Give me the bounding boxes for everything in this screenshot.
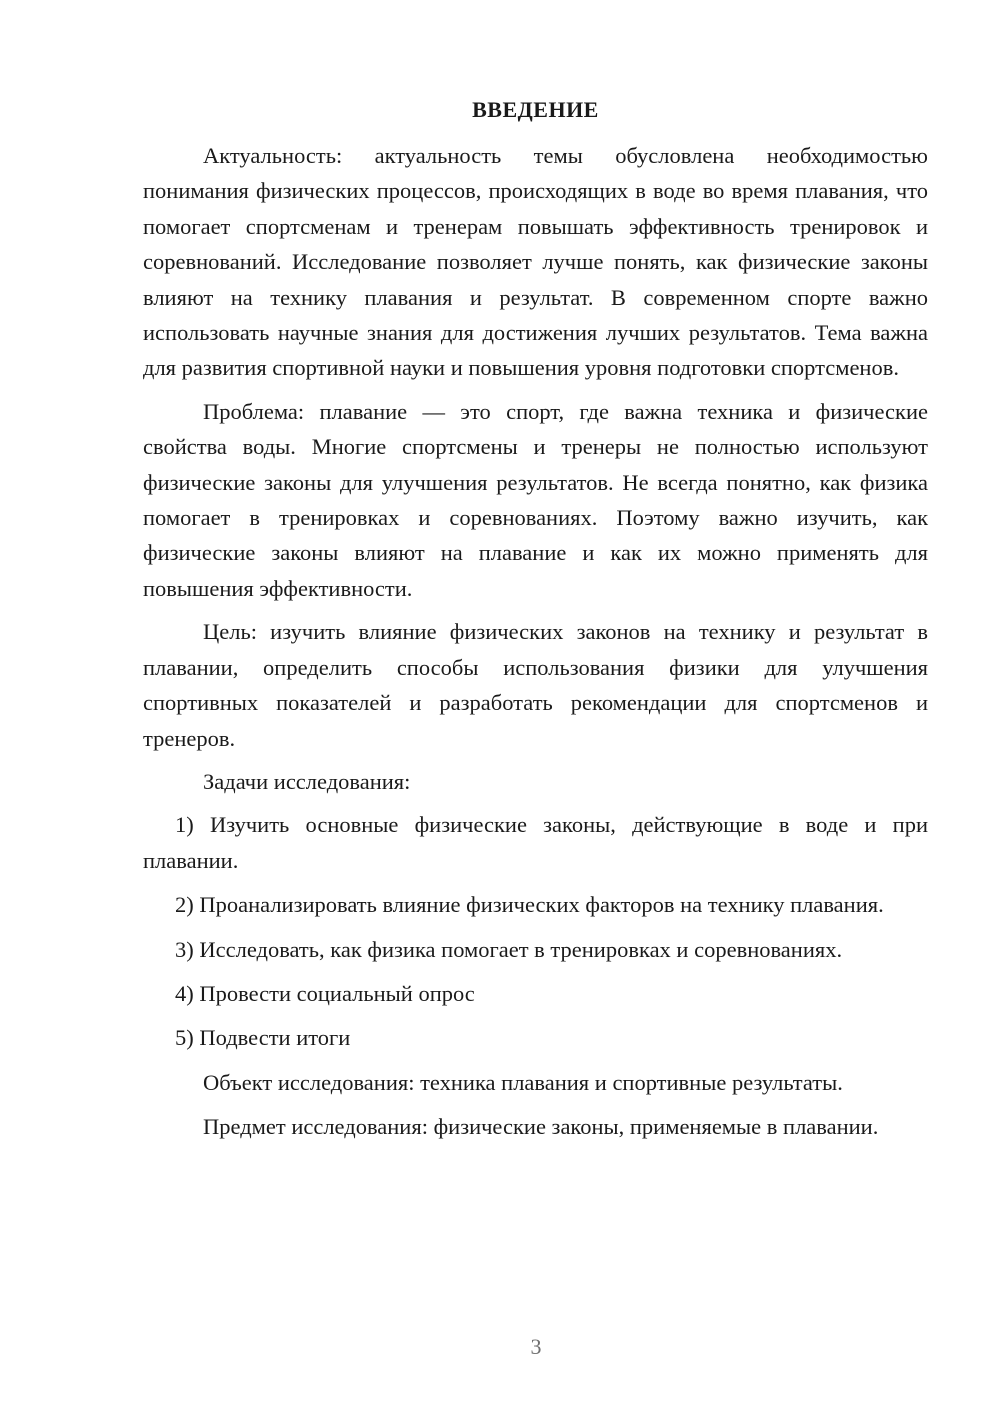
tasks-label: Задачи исследования: <box>203 768 411 794</box>
document-page <box>143 94 928 1153</box>
section-heading: ВВЕДЕНИЕ <box>472 97 599 122</box>
subject-paragraph: Предмет исследования: физические законы, применяемые в плавании. <box>203 1114 879 1140</box>
task-item: 2) Проанализировать влияние физических факторов на технику плавания. <box>175 892 884 918</box>
relevance-paragraph: Актуальность: актуальность темы обусловлена необходимостью понимания физических процессов, происходящих в воде во время плавания, что помогает спортсменам и тренерам повышать эффективность тренировок и соревнований. Исследование позволяет лучше понять, как физические законы влияют на технику плавания и результат. В современном спорте важно использовать научные знания для достижения лучших результатов. Тема важна для развития спортивной науки и повышения уровня подготовки спортсменов. <box>143 143 928 381</box>
problem-paragraph: Проблема: плавание — это спорт, где важна техника и физические свойства воды. Многие спортсмены и тренеры не полностью используют физические законы для улучшения результатов. Не всегда понятно, как физика помогает в тренировках и соревнованиях. Поэтому важно изучить, как физические законы влияют на плавание и как их можно применять для повышения эффективности. <box>143 398 928 601</box>
object-paragraph: Объект исследования: техника плавания и спортивные результаты. <box>203 1069 843 1095</box>
task-item: 3) Исследовать, как физика помогает в тренировках и соревнованиях. <box>175 936 843 962</box>
task-item: 4) Провести социальный опрос <box>175 980 475 1006</box>
task-item: 1) Изучить основные физические законы, действующие в воде и при плавании. <box>143 812 928 873</box>
page-number: 3 <box>530 1334 542 1359</box>
task-item: 5) Подвести итоги <box>175 1025 351 1051</box>
goal-paragraph: Цель: изучить влияние физических законов на технику и результат в плавании, определить способы использования физики для улучшения спортивных показателей и разработать рекомендации для спортсменов и тренеров. <box>143 619 928 751</box>
